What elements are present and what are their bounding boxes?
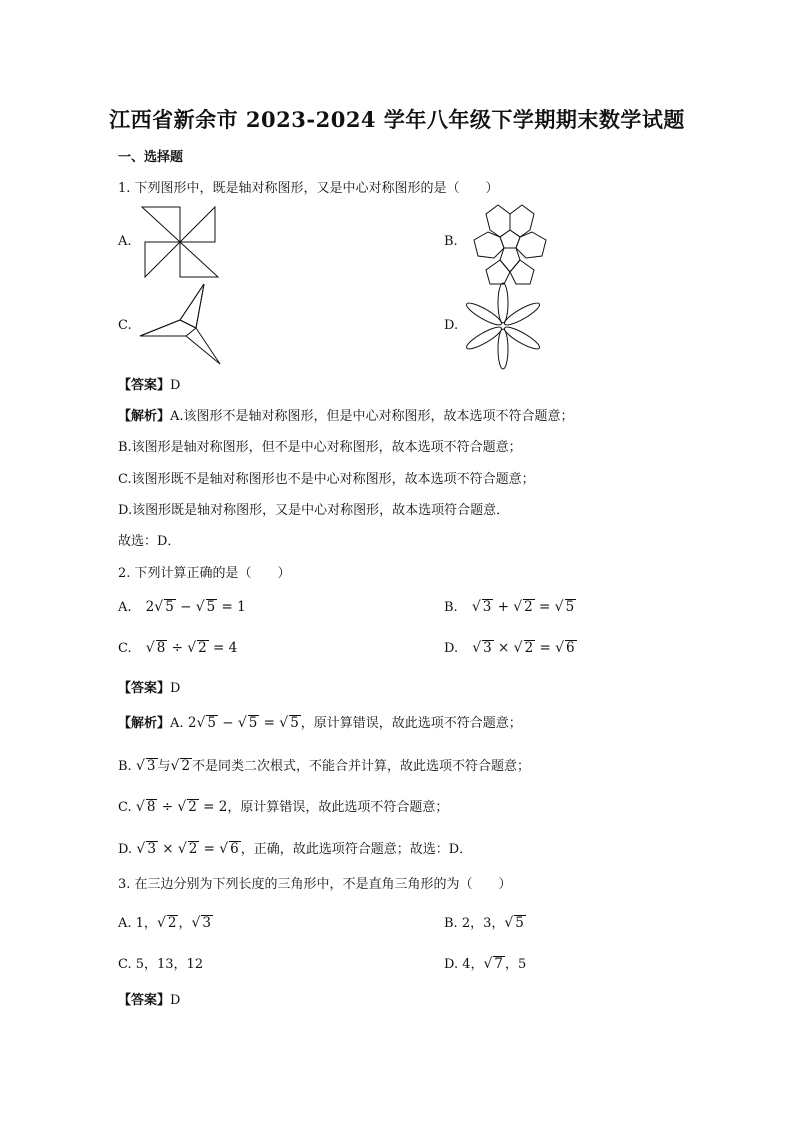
q2-option-d [444,640,577,656]
q3-answer-value: D [170,993,181,1008]
q2-analysis-b-radical-1: √ 3 [135,758,156,774]
q2-analysis-c-suffix: ，原计算错误，故此选项不符合题意； [227,800,449,815]
q2-analysis-d-prefix: D. [118,842,133,857]
q2-option-c [118,640,237,656]
q2-stem: 2. 下列计算正确的是（ ） [118,566,291,581]
q1-option-a-label: A. [118,234,132,249]
q2-analysis-line-b [118,755,530,774]
pentagon-flower-figure [462,200,558,290]
q2-analysis-b-suffix: 不是同类二次根式，不能合并计算，故此选项不符合题意； [192,759,531,774]
q3-option-d-tail: ，5 [505,957,527,972]
q2-analysis-a-formula: 2√ 5 − √ 5 = √ 5 [183,715,299,731]
q2-analysis-b-mid: 与 [157,759,171,774]
q1-analysis-line-1 [118,405,574,424]
q2-analysis-a-prefix: A. [170,716,184,731]
q2-analysis-d-formula: √ 3 × √ 2 = √ 6 [136,841,239,857]
flower-petals-figure [462,282,544,370]
q1-analysis-line-4: D.该图形既是轴对称图形，又是中心对称图形，故本选项符合题意． [118,503,510,518]
q3-option-a-radical-2: √ 3 [191,915,211,931]
section-heading: 一、选择题 [118,150,184,165]
q2-option-a-formula: 2√ 5 − √ 5 = 1 [145,599,246,615]
q2-option-d-formula: √ 3 × √ 2 = √ 6 [472,640,575,656]
q2-answer [118,677,180,696]
q1-option-d-label: D. [444,318,459,333]
q2-option-c-label: C. [118,641,132,656]
q1-answer-value: D [170,378,181,393]
q2-answer-value: D [170,681,181,696]
q3-answer-tag: 【答案】 [118,993,171,1008]
q1-analysis-tag: 【解析】 [118,409,171,424]
page-title: 江西省新余市 2023-2024 学年八年级下学期期末数学试题 [109,107,685,132]
q2-option-a [118,599,246,615]
q1-analysis-text: A.该图形不是轴对称图形，但是中心对称图形，故本选项不符合题意； [170,409,574,424]
q1-stem: 1. 下列图形中，既是轴对称图形，又是中心对称图形的是（ ） [118,181,499,196]
q2-analysis-c-formula: √ 8 ÷ √ 2 = 2 [135,799,228,815]
q1-analysis-line-3: C.该图形既不是轴对称图形也不是中心对称图形，故本选项不符合题意； [118,472,535,487]
q3-option-b [444,912,526,931]
q2-option-d-label: D. [444,641,459,656]
q2-analysis-line-c [118,796,448,815]
q3-option-d-radical: √ 7 [483,956,504,972]
q2-option-b-label: B. [444,600,458,615]
q2-analysis-a-suffix: ，原计算错误，故此选项不符合题意； [300,716,522,731]
q2-option-b-formula: √ 3 + √ 2 = √ 5 [471,599,575,615]
triangular-star-figure [138,282,224,366]
pinwheel-figure [140,205,220,280]
q3-option-d [444,953,526,972]
q2-answer-tag: 【答案】 [118,681,171,696]
q2-analysis-d-suffix: ，正确，故此选项符合题意；故选：D． [240,842,473,857]
q3-option-a-text: A. 1， [118,916,157,931]
q2-analysis-b-radical-2: √ 2 [170,758,191,774]
q1-answer-tag: 【答案】 [118,378,171,393]
q2-option-c-formula: √ 8 ÷ √ 2 = 4 [145,640,238,656]
q2-option-b [444,599,576,615]
q3-stem: 3. 在三边分别为下列长度的三角形中，不是直角三角形的为（ ） [118,877,512,892]
q1-option-b-label: B. [444,234,458,249]
q2-analysis-line-a [118,712,522,731]
q2-option-a-label: A. [118,600,132,615]
q3-option-a-sep: ， [178,916,192,931]
q1-option-c-label: C. [118,318,132,333]
q3-option-b-radical: √ 5 [504,915,524,931]
q1-analysis-line-2: B.该图形是轴对称图形，但不是中心对称图形，故本选项不符合题意； [118,440,522,455]
q2-analysis-b-prefix: B. [118,759,132,774]
q3-answer [118,989,180,1008]
q3-option-a [118,912,213,931]
q3-option-c: C. 5，13，12 [118,957,204,972]
q2-analysis-line-d [118,838,472,857]
q3-option-a-radical-1: √ 2 [156,915,177,931]
q3-option-b-text: B. 2，3， [444,916,505,931]
q3-option-d-text: D. 4， [444,957,484,972]
q2-analysis-tag: 【解析】 [118,716,171,731]
q2-analysis-c-prefix: C. [118,800,132,815]
q1-answer [118,374,180,393]
q1-analysis-line-5: 故选：D． [118,534,181,549]
